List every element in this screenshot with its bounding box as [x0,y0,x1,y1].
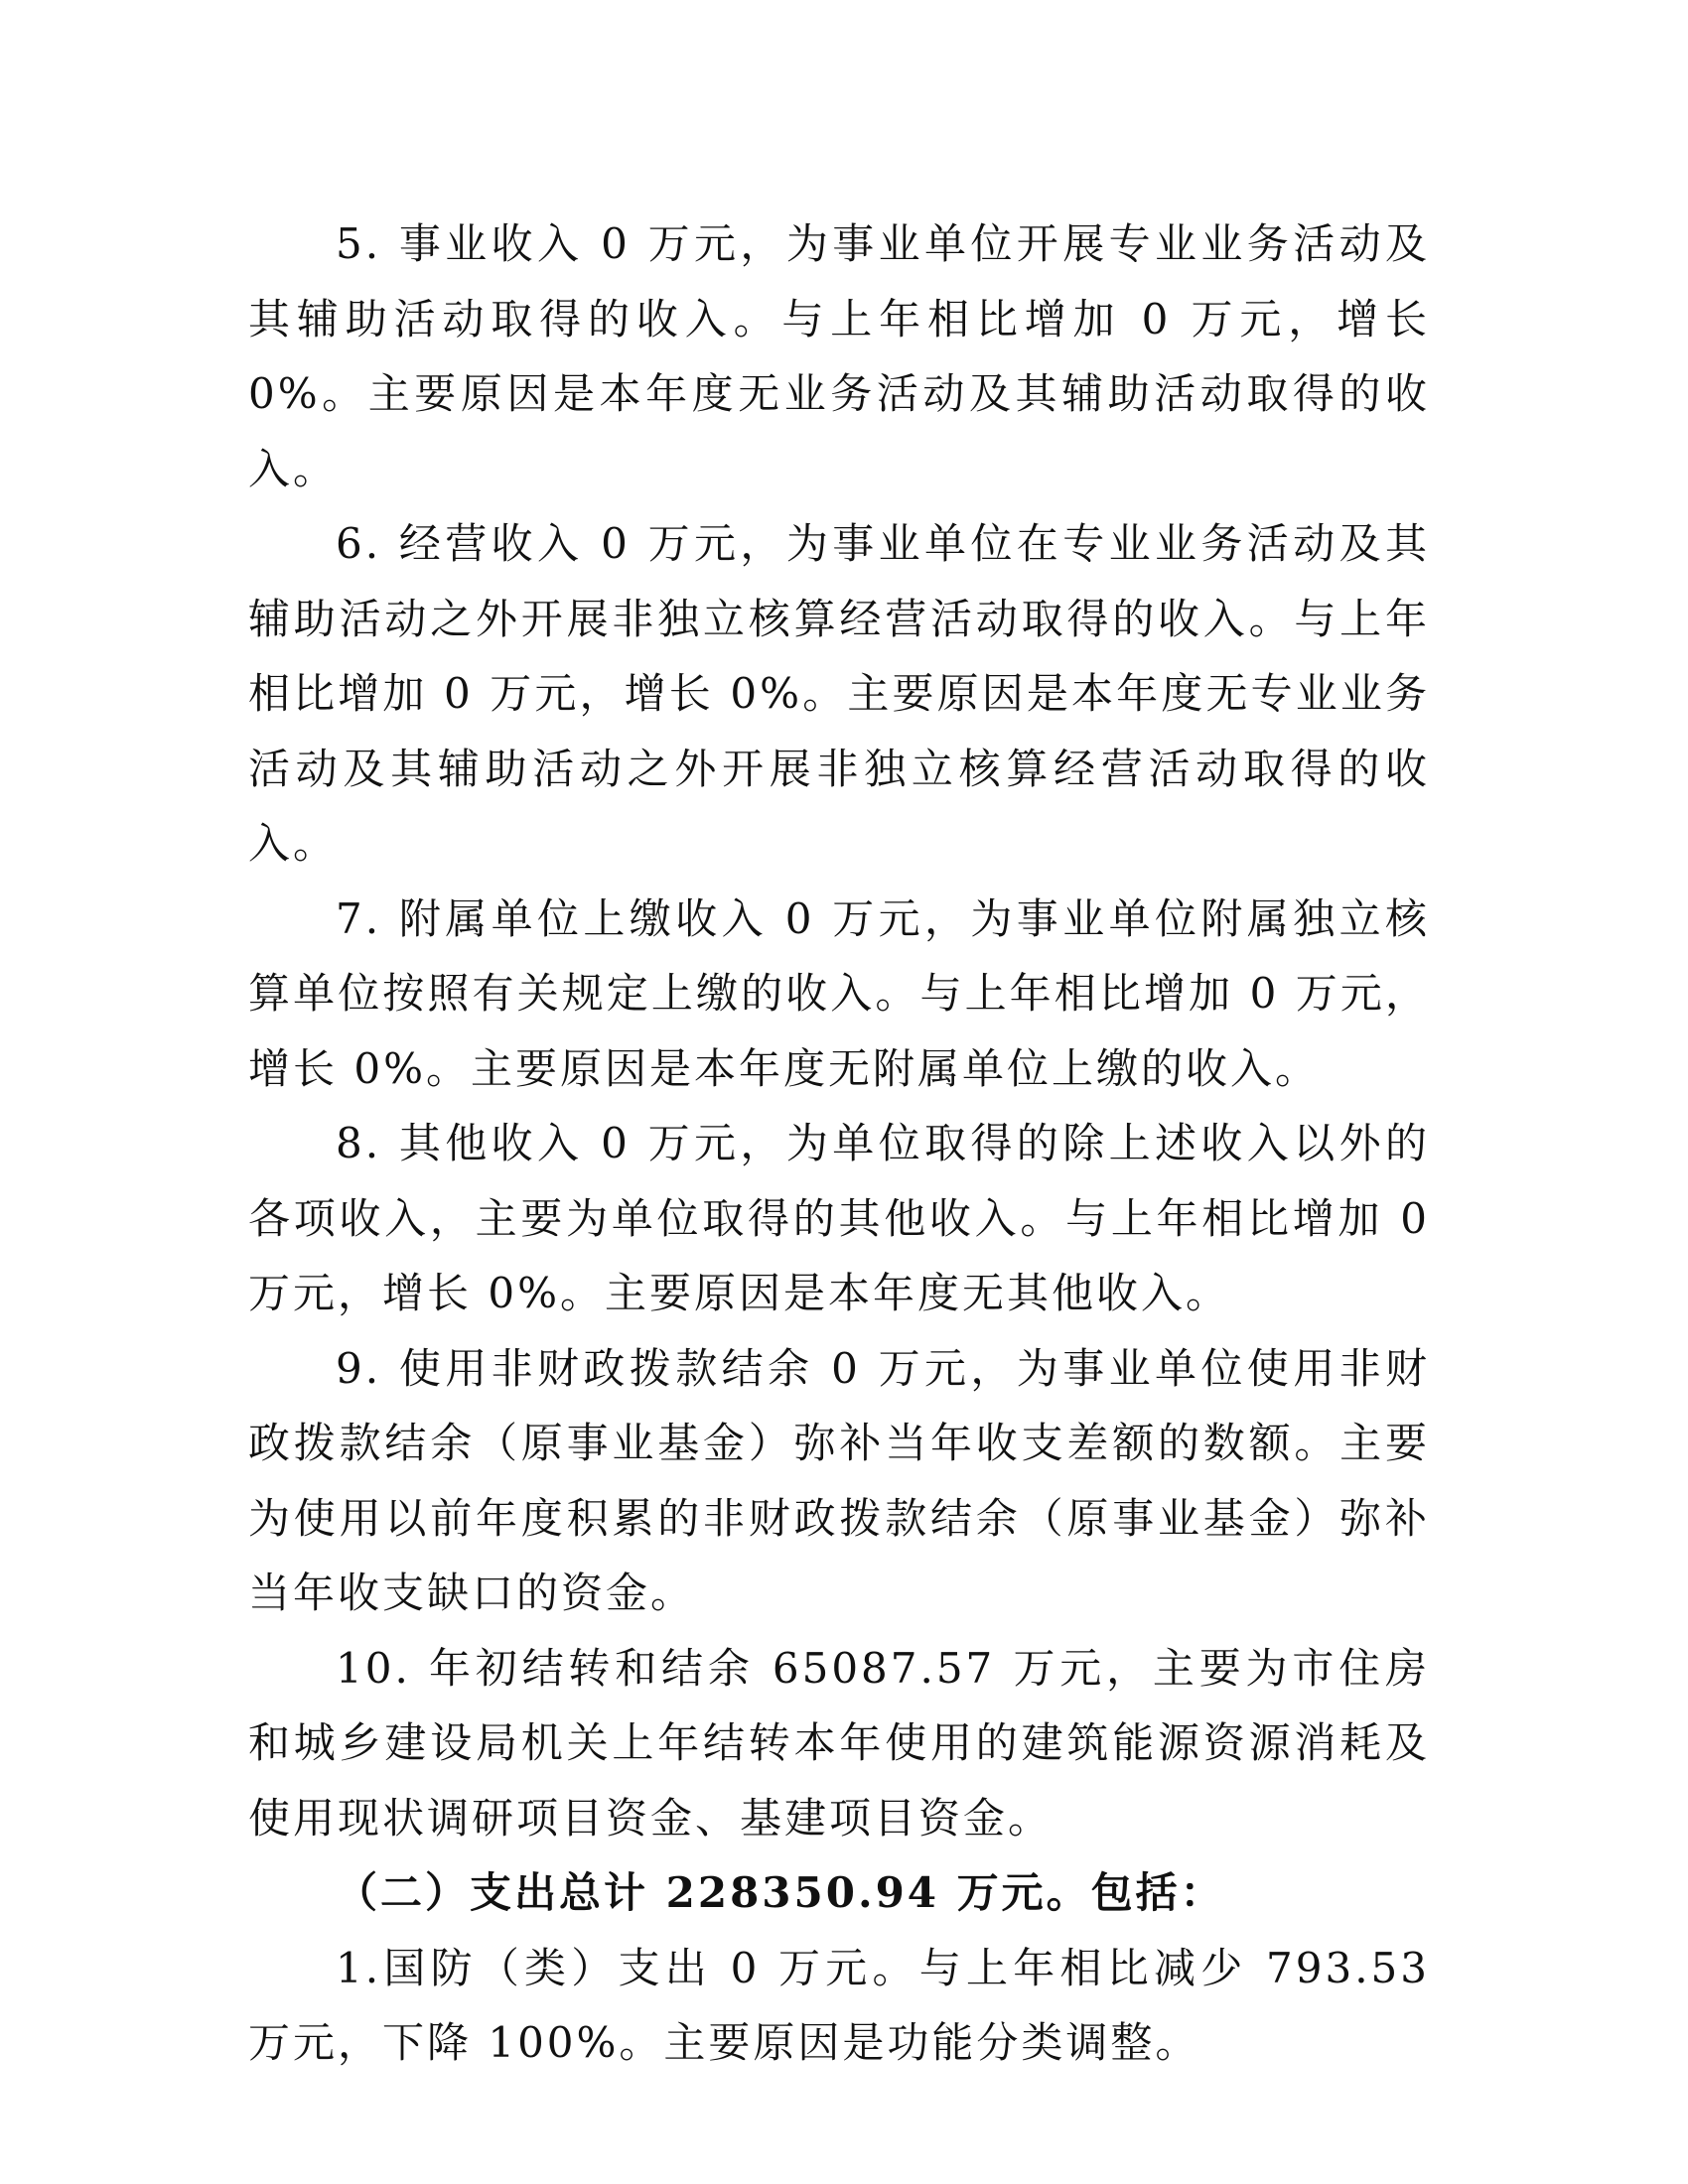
paragraph-non-fiscal-balance: 9. 使用非财政拨款结余 0 万元，为事业单位使用非财政拨款结余（原事业基金）弥补当年收支差额的数额。主要为使用以前年度积累的非财政拨款结余（原事业基金）弥补当年收支缺口的资金。 [248,1343,1430,1617]
document-body [248,206,1430,2081]
paragraph-carryover-balance: 10. 年初结转和结余 65087.57 万元，主要为市住房和城乡建设局机关上年结转本年使用的建筑能源资源消耗及使用现状调研项目资金、基建项目资金。 [248,1643,1430,1843]
paragraph-business-income: 5. 事业收入 0 万元，为事业单位开展专业业务活动及其辅助活动取得的收入。与上年相比增加 0 万元，增长 0%。主要原因是本年度无业务活动及其辅助活动取得的收入。 [248,219,1430,493]
paragraph-other-income: 8. 其他收入 0 万元，为单位取得的除上述收入以外的各项收入，主要为单位取得的其他收入。与上年相比增加 0 万元，增长 0%。主要原因是本年度无其他收入。 [248,1119,1430,1317]
paragraph-affiliated-unit-income: 7. 附属单位上缴收入 0 万元，为事业单位附属独立核算单位按照有关规定上缴的收入。与上年相比增加 0 万元，增长 0%。主要原因是本年度无附属单位上缴的收入。 [248,893,1430,1093]
paragraph-defense-expenditure: 1.国防（类）支出 0 万元。与上年相比减少 793.53 万元，下降 100%。主要原因是功能分类调整。 [248,1943,1430,2067]
paragraph-operating-income: 6. 经营收入 0 万元，为事业单位在专业业务活动及其辅助活动之外开展非独立核算经营活动取得的收入。与上年相比增加 0 万元，增长 0%。主要原因是本年度无专业业务活动及其辅助活动之外开展非独立核算经营活动取得的收入。 [248,519,1430,868]
section-heading-total-expenditure: （二）支出总计 228350.94 万元。包括： [336,1868,1225,1917]
